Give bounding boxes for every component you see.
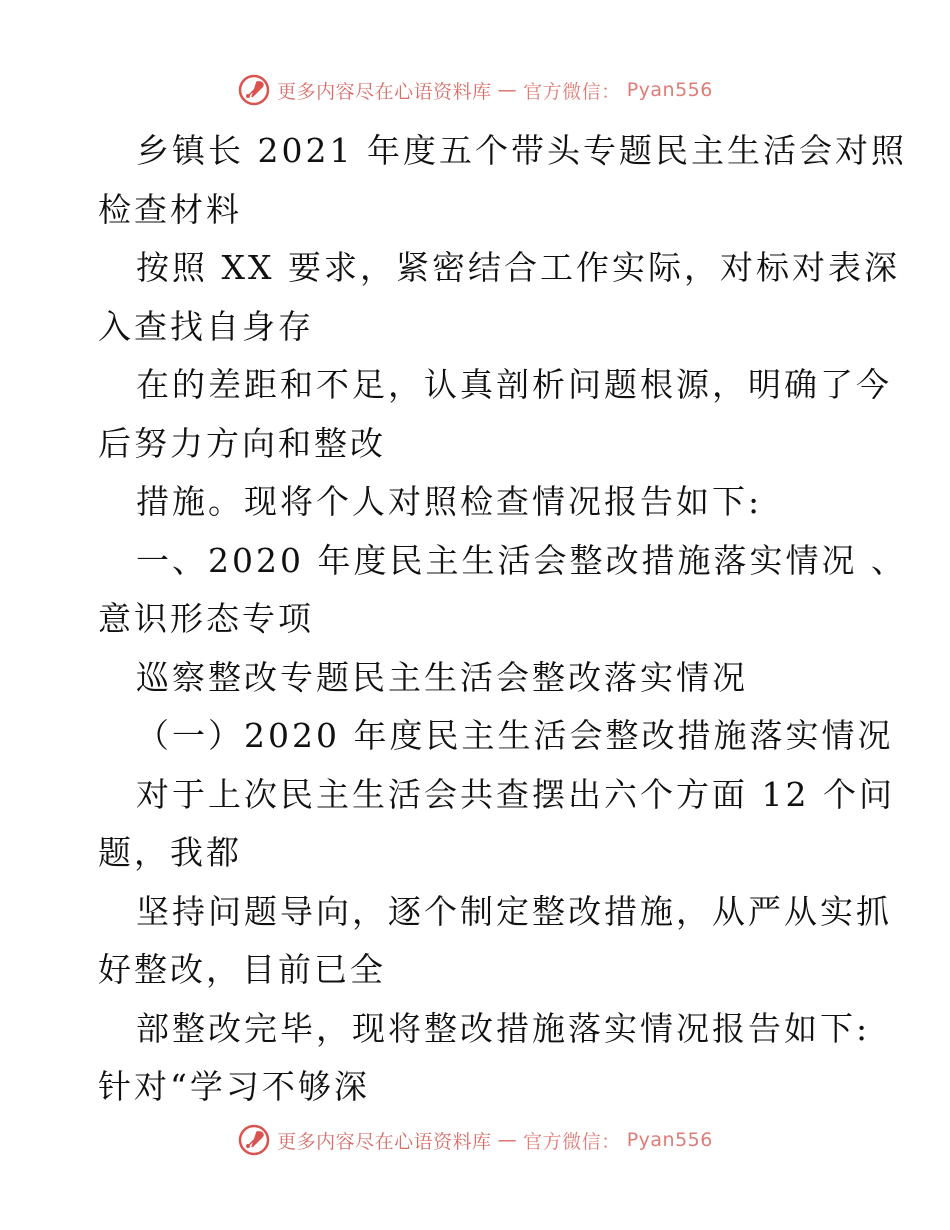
text-line: 检查材料 (98, 189, 242, 229)
text-line: 后努力方向和整改 (98, 423, 386, 463)
document-body (98, 122, 907, 1117)
watermark-dash: — (497, 79, 518, 101)
watermark-dash: — (497, 1129, 518, 1151)
watermark-footer (0, 1120, 950, 1160)
watermark-handle: Pyan556 (626, 1129, 713, 1151)
text-line: 针对“学习不够深 (98, 1067, 370, 1106)
text-line: 好整改，目前已全 (98, 950, 386, 989)
text-line: 坚持问题导向，逐个制定整改措施，从严从实抓 (136, 891, 892, 931)
text-line: 措施。现将个人对照检查情况报告如下: (136, 482, 763, 521)
text-line: 巡察整改专题民主生活会整改落实情况 (136, 657, 748, 697)
text-line: 部整改完毕，现将整改措施落实情况报告如下: (136, 1008, 871, 1048)
text-line: （一）2020 年度民主生活会整改措施落实情况 (136, 716, 894, 755)
text-line: 入查找自身存 (98, 306, 314, 346)
watermark-handle: Pyan556 (626, 79, 713, 101)
quill-seal-icon (237, 73, 271, 107)
text-line: 意识形态专项 (98, 599, 314, 638)
text-line: 一、2020 年度民主生活会整改措施落实情况 、 (136, 540, 907, 580)
watermark-official-text: 官方微信： (523, 1130, 621, 1153)
watermark-official-text: 官方微信： (523, 80, 621, 103)
watermark-brand-text: 更多内容尽在心语资料库 (277, 80, 492, 103)
watermark-header (0, 70, 950, 110)
watermark-brand-text: 更多内容尽在心语资料库 (277, 1130, 492, 1153)
text-line: 题，我都 (98, 833, 242, 872)
text-line: 对于上次民主生活会共查摆出六个方面 12 个问 (136, 774, 895, 814)
text-line: 在的差距和不足，认真剖析问题根源，明确了今 (136, 365, 892, 404)
text-line: 按照 XX 要求，紧密结合工作实际，对标对表深 (136, 248, 900, 287)
text-line: 乡镇长 2021 年度五个带头专题民主生活会对照 (136, 131, 907, 170)
quill-seal-icon (237, 1123, 271, 1157)
